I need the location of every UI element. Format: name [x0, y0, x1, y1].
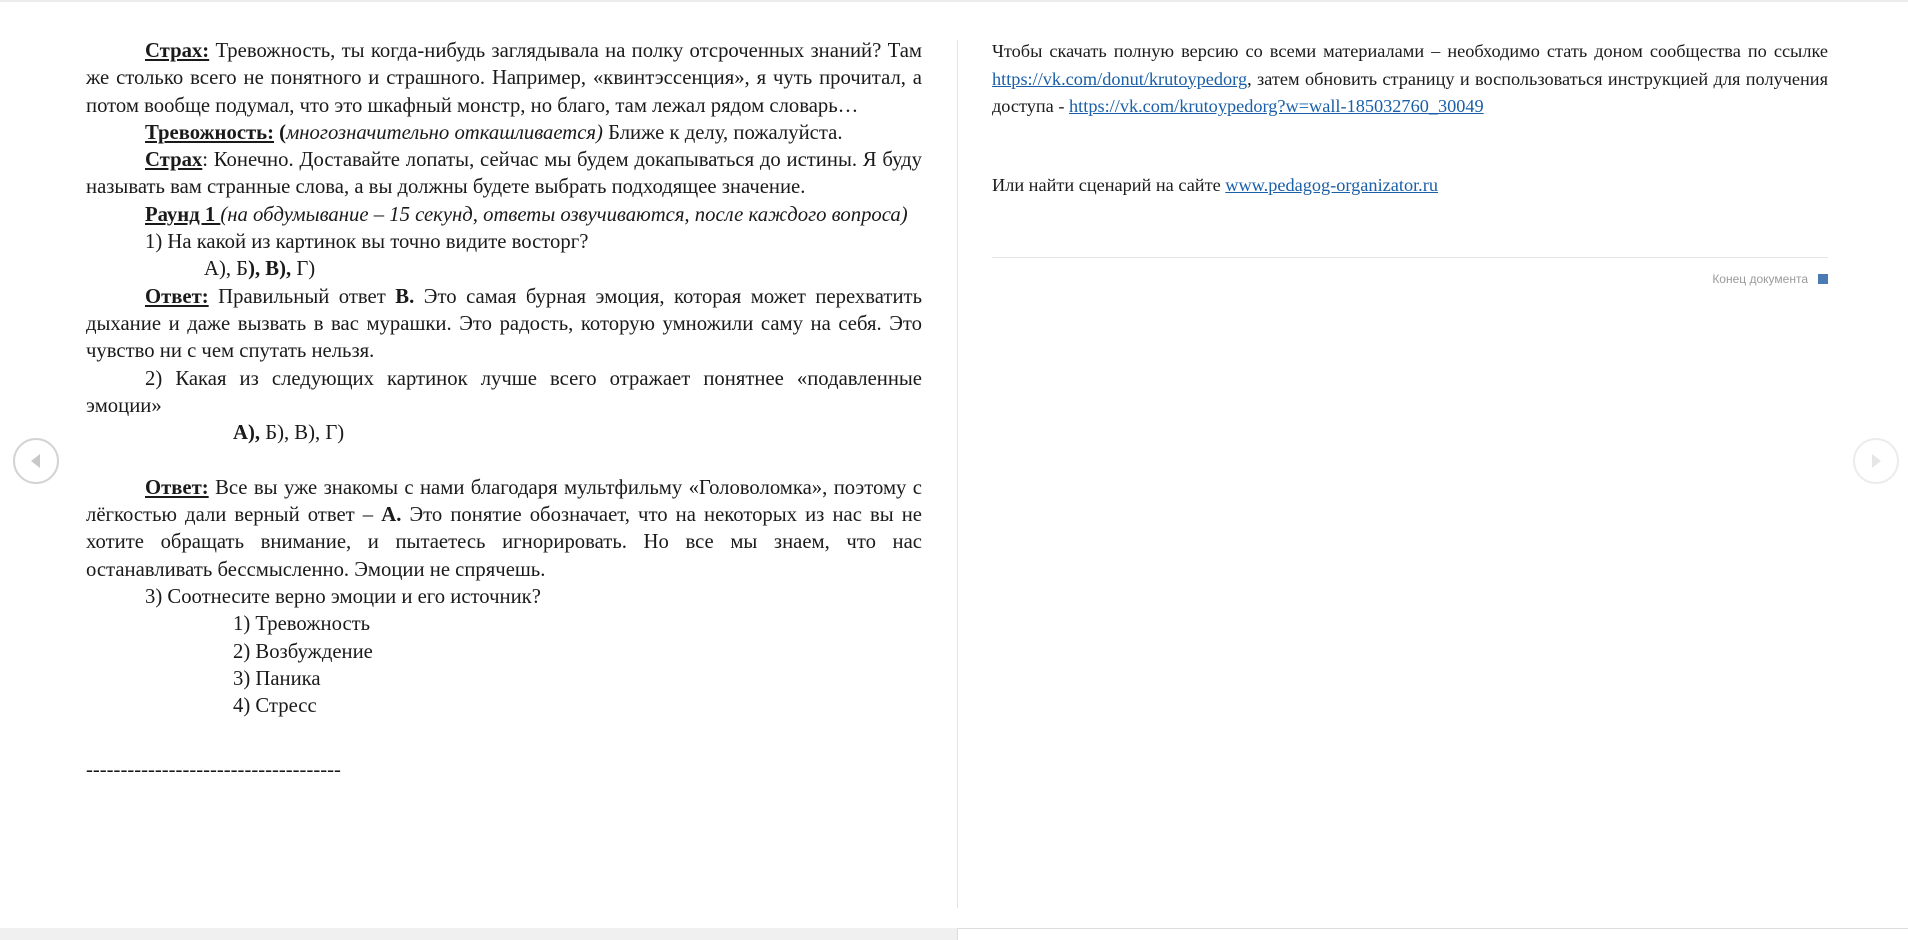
end-separator — [992, 257, 1828, 258]
spacer — [992, 121, 1828, 172]
option-text: Г) — [291, 258, 316, 281]
site-link[interactable]: www.pedagog-organizator.ru — [1225, 174, 1438, 195]
site-paragraph — [992, 172, 1828, 200]
answer-text: Это понятие обозначает, что на некоторых из нас вы не хотите обращать внимание, и пытаетесь игнорировать. Но все мы знаем, что нас останавливать бессмысленно. Эмоции не спрячешь. — [86, 504, 922, 581]
paragraph — [86, 120, 922, 147]
paragraph-text: Чтобы скачать полную версию со всеми материалами – необходимо стать доном сообщества по ссылке — [992, 41, 1828, 61]
question-2: 2) Какая из следующих картинок лучше всего отражает понятнее «подавленные эмоции» — [86, 367, 922, 417]
list-item: 4) Стресс — [233, 695, 317, 718]
answer-label: Ответ: — [145, 476, 209, 499]
option-text: Б), В), Г) — [260, 422, 345, 445]
stage-direction: многозначительно откашливается) — [286, 121, 603, 144]
paragraph-text: , затем обновить страницу и воспользоваться инструкцией для получения доступа - — [992, 68, 1828, 116]
next-page-button[interactable] — [1853, 438, 1899, 484]
paragraph-text: Или найти сценарий на сайте — [992, 174, 1226, 195]
wall-post-link[interactable]: https://vk.com/krutoypedorg?w=wall-185032760_30049 — [1069, 96, 1484, 116]
answer-2 — [86, 475, 922, 584]
end-of-document — [1712, 272, 1828, 286]
paren: ( — [274, 121, 287, 144]
question-1: 1) На какой из картинок вы точно видите восторг? — [145, 231, 589, 254]
paragraph-text: Ближе к делу, пожалуйста. — [602, 121, 843, 144]
question-3: 3) Соотнесите верно эмоции и его источник? — [145, 585, 541, 608]
speaker-label: Тревожность: — [145, 121, 274, 144]
document-page-left — [86, 38, 922, 785]
document-page-right — [992, 38, 1828, 199]
paragraph — [86, 38, 922, 120]
paragraph — [86, 202, 922, 229]
chevron-left-icon — [26, 451, 46, 471]
answer-text: Это самая бурная эмоция, которая может перехватить дыхание и даже вызвать в вас мурашки. Это радость, которую умножили саму на себя. Это чувство ни с чем спутать нельзя. — [86, 285, 922, 363]
page-divider — [957, 40, 958, 908]
chevron-right-icon — [1866, 451, 1886, 471]
stage-direction: (на обдумывание – 15 секунд, ответы озвучиваются, после каждого вопроса) — [220, 203, 908, 226]
paragraph-text: Тревожность, ты когда-нибудь заглядывала на полку отсроченных знаний? Там же столько всего не понятного и страшного. Например, «квинтэссенция», я чуть прочитал, а потом вообще подумал, что это шкафный монстр, но благо, там лежал рядом словарь… — [86, 40, 922, 117]
option-text-bold: ), В), — [248, 258, 292, 281]
speaker-label: Страх: — [145, 40, 210, 62]
blank-line — [86, 447, 922, 474]
paragraph-text: : Конечно. Доставайте лопаты, сейчас мы будем докапываться до истины. Я буду называть вам странные слова, а вы должны будете выбрать подходящее значение. — [86, 149, 922, 199]
download-paragraph — [992, 38, 1828, 121]
footnote-separator: ------------------------------------- — [86, 759, 341, 782]
top-border — [0, 0, 1908, 2]
donut-link[interactable]: https://vk.com/donut/krutoypedorg — [992, 68, 1248, 89]
list-item: 1) Тревожность — [233, 613, 371, 636]
bottom-panel-edge — [957, 928, 1908, 940]
answer-bold: А. — [381, 504, 402, 527]
question-1-options — [86, 256, 922, 283]
question-2-options — [86, 420, 922, 447]
round-label: Раунд 1 — [145, 203, 221, 226]
answer-text: Правильный ответ — [208, 285, 396, 308]
paragraph — [86, 147, 922, 202]
list-item: 3) Паника — [233, 667, 321, 690]
option-text-bold: А), — [233, 422, 261, 445]
end-marker-icon — [1818, 274, 1828, 284]
answer-text: Все вы уже знакомы с нами благодаря мультфильму «Головоломка», поэтому с лёгкостью дали верный ответ – — [86, 476, 922, 527]
option-text: А), Б — [204, 258, 249, 281]
answer-label: Ответ: — [145, 285, 209, 308]
answer-bold: В. — [395, 285, 415, 308]
answer-1 — [86, 284, 922, 366]
end-of-document-label: Конец документа — [1712, 272, 1808, 286]
list-item: 2) Возбуждение — [233, 640, 373, 663]
prev-page-button[interactable] — [13, 438, 59, 484]
speaker-label: Страх — [145, 149, 203, 172]
